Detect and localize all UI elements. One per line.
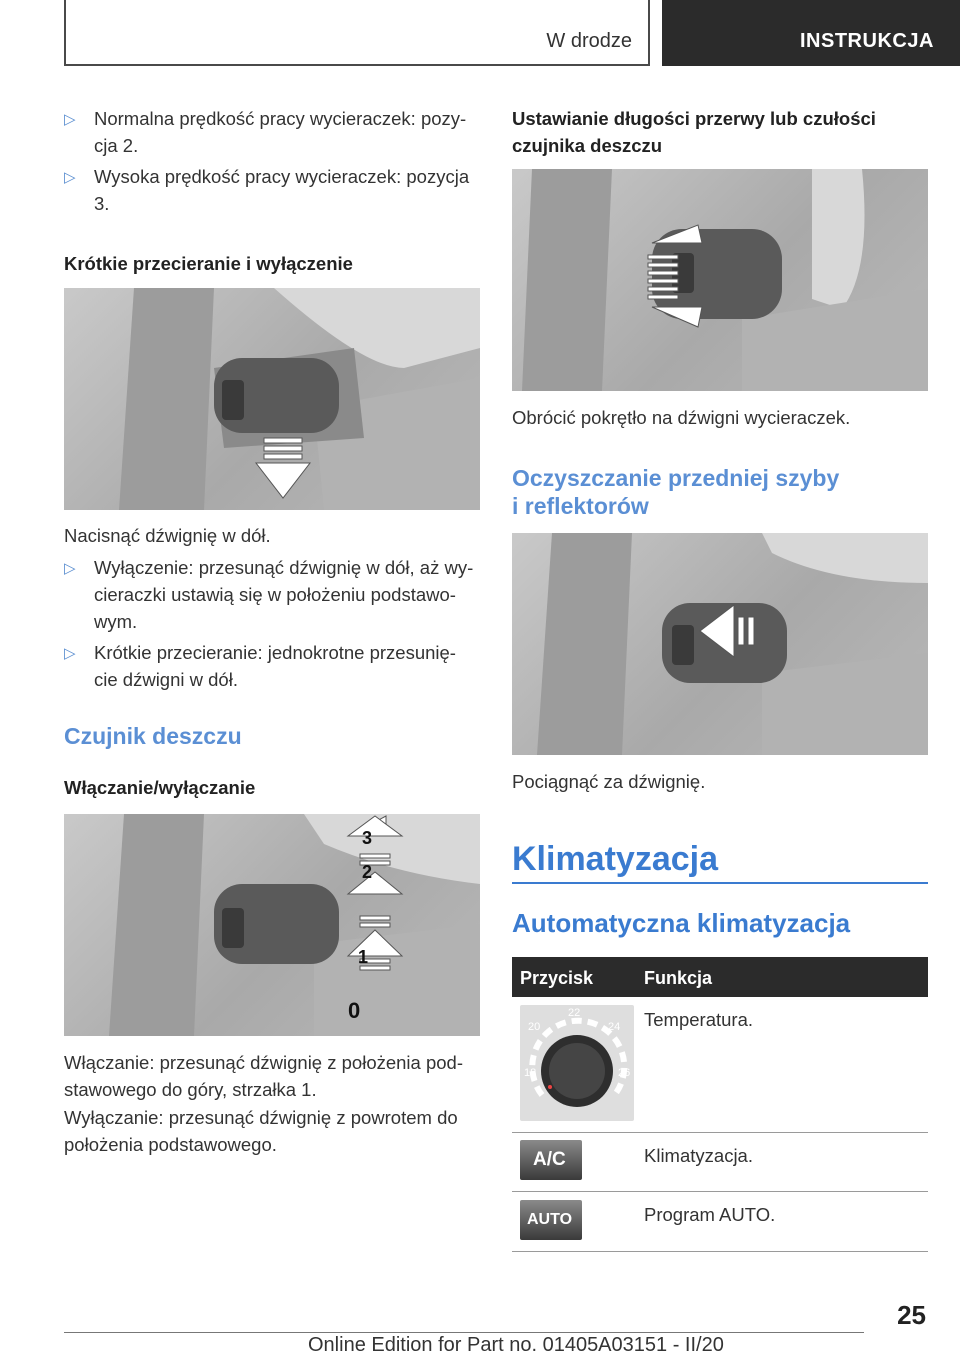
temperature-dial-icon	[520, 1005, 634, 1121]
figure-lever-down	[64, 288, 480, 510]
function-temperature: Temperatura.	[644, 1009, 753, 1030]
heading-cleaning: Oczyszczanie przedniej szyby	[512, 465, 840, 491]
subheading-interval-cont: czujnika deszczu	[512, 135, 663, 156]
header-tab	[662, 0, 960, 66]
position-label: 0	[348, 998, 361, 1023]
paragraph-on-cont: stawowego do góry, strzałka 1.	[64, 1079, 317, 1100]
auto-button-icon	[520, 1200, 582, 1240]
bullet-text-cont: wym.	[94, 611, 138, 632]
caption-pull: Pociągnąć za dźwignię.	[512, 771, 706, 792]
header-section-box	[64, 0, 650, 66]
bullet-text: Wyłączenie: przesunąć dźwignię w dół, aż wy-	[94, 557, 474, 578]
heading-auto-climate: Automatyczna klimatyzacja	[512, 908, 851, 938]
figure-lever-positions	[64, 814, 480, 1036]
header-section-title: W drodze	[546, 30, 632, 52]
bullet-icon: ▷	[64, 111, 76, 128]
paragraph-off-cont: położenia podstawowego.	[64, 1134, 277, 1155]
footer-rule	[64, 1332, 864, 1333]
subheading-on-off: Włączanie/wyłączanie	[64, 777, 256, 798]
function-auto: Program AUTO.	[644, 1204, 776, 1225]
ac-button-label: A/C	[533, 1149, 566, 1170]
position-label: 2	[362, 862, 373, 882]
table-header	[512, 957, 928, 997]
bullet-text: Wysoka prędkość pracy wycieraczek: pozycja	[94, 166, 470, 187]
ac-button-icon	[520, 1140, 582, 1180]
dial-label: 18	[524, 1067, 537, 1079]
heading-climate: Klimatyzacja	[512, 840, 718, 878]
position-label: 1	[358, 947, 369, 967]
dial-label: 22	[568, 1007, 581, 1019]
table-row-divider	[512, 1191, 928, 1192]
figure-pull-lever	[512, 533, 928, 755]
figure-rotate-knob	[512, 169, 928, 391]
caption-rotate: Obrócić pokrętło na dźwigni wycieraczek.	[512, 407, 851, 428]
paragraph-off: Wyłączanie: przesunąć dźwignię z powrotem do	[64, 1107, 458, 1128]
subheading-short-wipe: Krótkie przecieranie i wyłączenie	[64, 253, 353, 274]
footer-edition: Online Edition for Part no. 01405A03151 - II/20	[308, 1334, 724, 1356]
position-label: 3	[362, 828, 373, 848]
function-ac: Klimatyzacja.	[644, 1145, 753, 1166]
heading-underline	[512, 882, 928, 884]
header-tab-label: INSTRUKCJA	[800, 30, 934, 52]
dial-label: 20	[528, 1021, 541, 1033]
subheading-interval: Ustawianie długości przerwy lub czułości	[512, 108, 876, 129]
dial-label: 26	[618, 1067, 631, 1079]
bullet-text: Normalna prędkość pracy wycieraczek: pozy-	[94, 108, 467, 129]
dial-label: 24	[608, 1021, 621, 1033]
bullet-text-cont: cja 2.	[94, 135, 139, 156]
heading-cleaning-cont: i reflektorów	[512, 493, 649, 519]
table-row-divider	[512, 1132, 928, 1133]
bullet-icon: ▷	[64, 560, 76, 577]
paragraph-on: Włączanie: przesunąć dźwignię z położenia pod-	[64, 1052, 463, 1073]
table-col-button: Przycisk	[520, 968, 594, 988]
caption-press-down: Nacisnąć dźwignię w dół.	[64, 525, 271, 546]
bullet-icon: ▷	[64, 645, 76, 662]
table-col-function: Funkcja	[644, 968, 713, 988]
bullet-text-cont: 3.	[94, 193, 110, 214]
heading-rain-sensor: Czujnik deszczu	[64, 723, 242, 749]
bullet-text-cont: cie dźwigni w dół.	[94, 669, 238, 690]
bullet-text-cont: cieraczki ustawią się w położeniu podstawo-	[94, 584, 456, 605]
bullet-text: Krótkie przecieranie: jednokrotne przesunię-	[94, 642, 456, 663]
page-number: 25	[897, 1300, 926, 1330]
bullet-icon: ▷	[64, 169, 76, 186]
table-row-divider	[512, 1251, 928, 1252]
auto-button-label: AUTO	[527, 1211, 573, 1228]
